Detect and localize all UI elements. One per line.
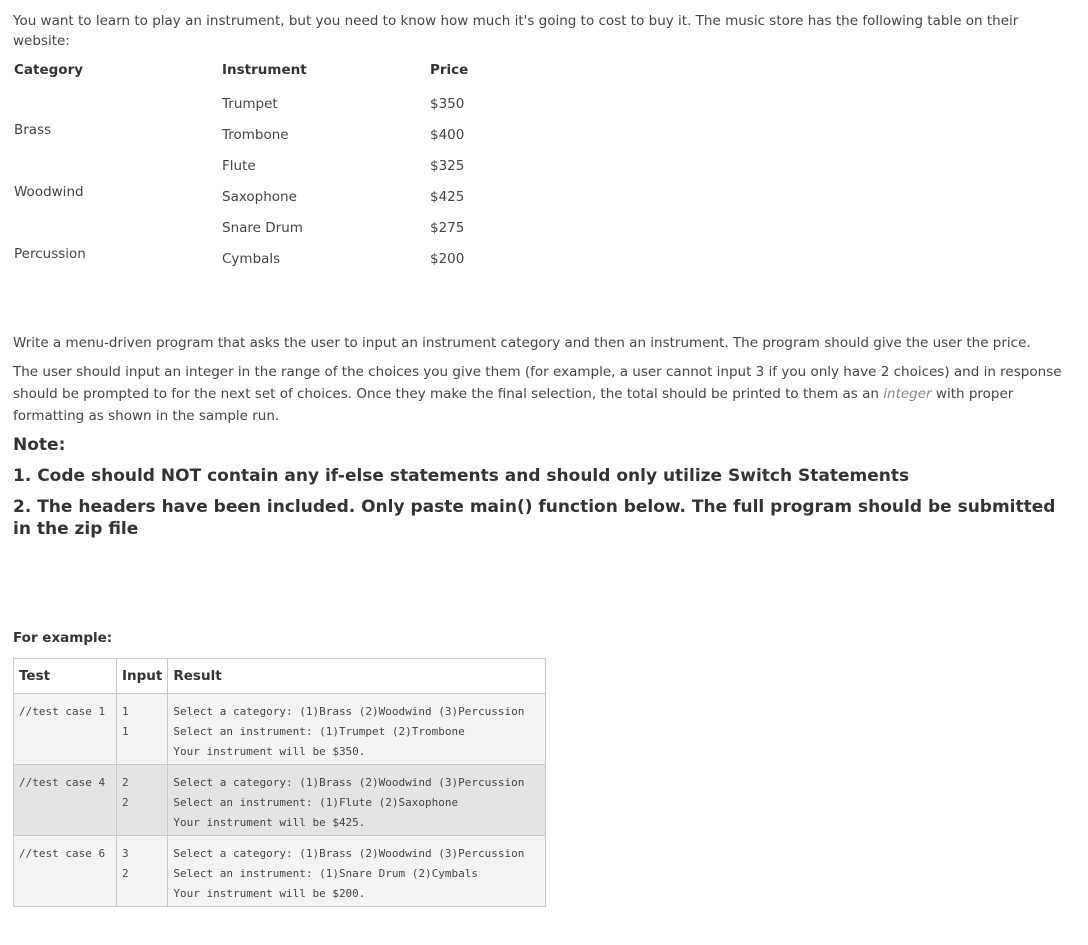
price-header: Price: [430, 62, 469, 78]
note-line-1: 1. Code should NOT contain any if-else statements and should only utilize Switch Statements: [13, 466, 910, 486]
result-header: Result: [168, 659, 546, 694]
paragraph-input-rules: [13, 361, 1073, 427]
result-line: Your instrument will be $425.: [173, 816, 366, 829]
test-name: //test case 4: [19, 776, 106, 789]
input-value: 2: [122, 776, 129, 789]
table-row: [14, 765, 546, 836]
paragraph-text: The user should input an integer in the range of the choices you give them (for example, a user cannot input 3 if you only have 2 choices) and in response should be prompted to for the next set of choices. Once they make the final selection, the total should be printed to them as an: [13, 364, 1062, 402]
input-value: 1: [122, 725, 129, 738]
test-cell: [14, 765, 117, 836]
category-brass: Brass: [14, 122, 52, 138]
instrument-name: Snare Drum: [222, 220, 303, 236]
test-cell: [14, 836, 117, 907]
note-line-2: 2. The headers have been included. Only paste main() function below. The full program should be submitted in the zip file: [13, 497, 1056, 539]
result-line: Select an instrument: (1)Flute (2)Saxophone: [173, 796, 459, 809]
input-value: 1: [122, 705, 129, 718]
intro-text: You want to learn to play an instrument, but you need to know how much it's going to cost to buy it. The music store has the following table on their website:: [13, 13, 1019, 49]
result-cell: [168, 765, 546, 836]
paragraph-text: with proper formatting as shown in the sample run.: [13, 386, 1014, 424]
input-cell: [117, 765, 168, 836]
instrument-name: Flute: [222, 158, 256, 174]
input-cell: [117, 694, 168, 765]
instrument-price: $275: [430, 220, 465, 236]
result-cell: [168, 836, 546, 907]
instrument-name: Trumpet: [222, 96, 278, 112]
result-cell: [168, 694, 546, 765]
paragraph-task: Write a menu-driven program that asks the user to input an instrument category and then an instrument. The program should give the user the price.: [13, 335, 1031, 351]
emphasis-integer: integer: [883, 386, 932, 402]
instrument-price: $200: [430, 251, 465, 267]
category-percussion: Percussion: [14, 246, 86, 262]
example-table: [13, 658, 546, 907]
instrument-price: $325: [430, 158, 465, 174]
instrument-name: Saxophone: [222, 189, 297, 205]
input-value: 3: [122, 847, 129, 860]
instrument-header: Instrument: [222, 62, 307, 78]
test-header: Test: [14, 659, 117, 694]
result-line: Select a category: (1)Brass (2)Woodwind (3)Percussion: [173, 847, 525, 860]
table-row: [14, 694, 546, 765]
input-header: Input: [117, 659, 168, 694]
test-cell: [14, 694, 117, 765]
input-value: 2: [122, 867, 129, 880]
instrument-price: $350: [430, 96, 465, 112]
category-woodwind: Woodwind: [14, 184, 84, 200]
example-label: For example:: [13, 630, 113, 646]
instrument-price: $400: [430, 127, 465, 143]
result-line: Select a category: (1)Brass (2)Woodwind (3)Percussion: [173, 776, 525, 789]
instrument-name: Trombone: [222, 127, 289, 143]
result-line: Select an instrument: (1)Snare Drum (2)Cymbals: [173, 867, 479, 880]
test-name: //test case 6: [19, 847, 106, 860]
result-line: Select a category: (1)Brass (2)Woodwind (3)Percussion: [173, 705, 525, 718]
note-heading: Note:: [13, 435, 66, 455]
result-line: Your instrument will be $350.: [173, 745, 366, 758]
instrument-price: $425: [430, 189, 465, 205]
instrument-name: Cymbals: [222, 251, 281, 267]
table-row: [14, 836, 546, 907]
test-name: //test case 1: [19, 705, 106, 718]
result-line: Your instrument will be $200.: [173, 887, 366, 900]
input-cell: [117, 836, 168, 907]
category-header: Category: [14, 62, 84, 78]
result-line: Select an instrument: (1)Trumpet (2)Trombone: [173, 725, 465, 738]
input-value: 2: [122, 796, 129, 809]
